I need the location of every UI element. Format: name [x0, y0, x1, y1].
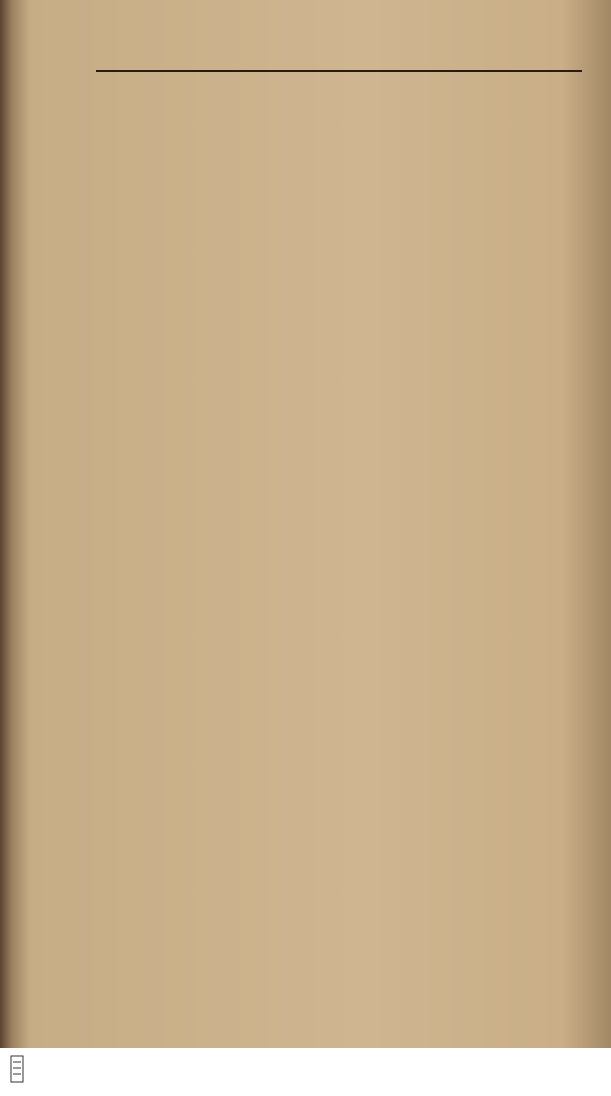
- footer-bar: [0, 1048, 611, 1096]
- page-header: [96, 30, 582, 72]
- library-seal-icon: [10, 1054, 24, 1084]
- university-logo: [10, 1054, 110, 1090]
